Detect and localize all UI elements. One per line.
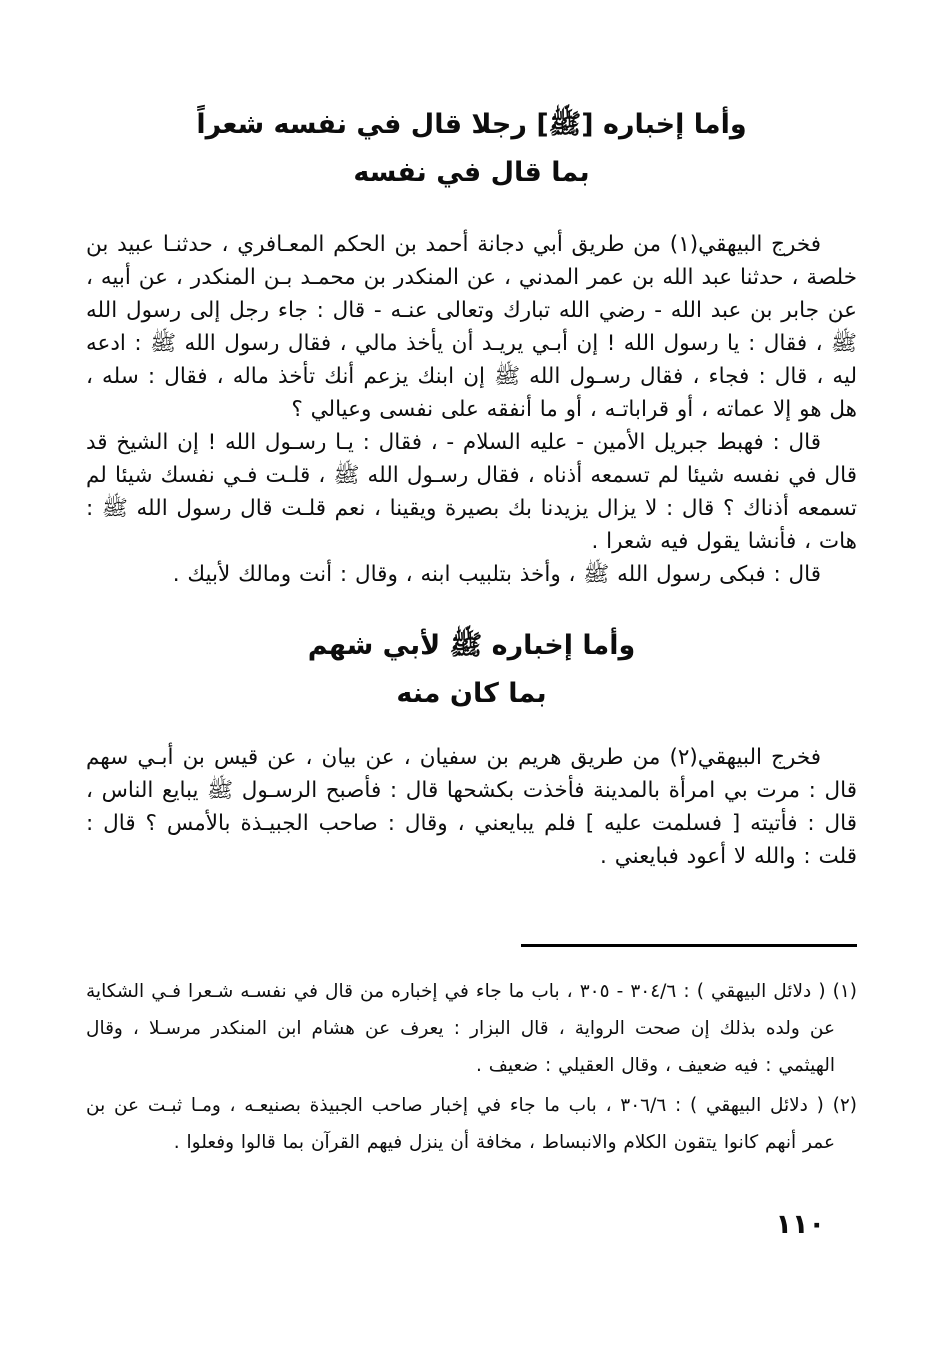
- section2-title-line2: بما كان منه: [396, 678, 547, 709]
- footnote-separator: [521, 944, 857, 947]
- footnote-area: [86, 944, 857, 1164]
- section2-title-line1: وأما إخباره ﷺ لأبي شهم: [307, 630, 636, 661]
- section1-paragraph-2: قال : فهبط جبريل الأمين - عليه السلام - ، فقال : يـا رسـول الله ! إن الشيخ قد قال في نفسه شيئا لم تسمعه أذناه ، فقال رسـول الله ﷺ ، قلـت فـي نفسك شيئا لم تسمعه أذناك ؟ قال : لا يزال يزيدنا بك بصيرة ويقينا ، نعم قلـت قال رسول الله ﷺ : هات ، فأنشا يقول فيه شعرا .: [86, 430, 857, 554]
- section1-paragraph-3: قال : فبكى رسول الله ﷺ ، وأخذ بتلبيب ابنه ، وقال : أنت ومالك لأبيك .: [172, 562, 821, 587]
- page-number: ١١٠: [775, 1209, 825, 1240]
- footnote-2: (٢) ( دلائل البيهقي ) : ٣٠٦/٦ ، باب ما جاء في إخبار صاحب الجبيذة بصنيعـه ، ومـا ثبـت عن بن عمر أنهم كانوا يتقون الكلام والانبساط ، مخافة أن ينزل فيهم القرآن بما قالوا وفعلوا .: [86, 1095, 857, 1153]
- footnote-1: (١) ( دلائل البيهقي ) : ٣٠٤/٦ - ٣٠٥ ، باب ما جاء في إخباره من قال في نفسـه شـعرا فـي الشكاية عن ولده بذلك إن صحت الرواية ، قال البزار : يعرف عن هشام ابن المنكدر مرسـلا ، وقال الهيثمي : فيه ضعيف ، وقال العقيلي : ضعيف .: [86, 981, 857, 1076]
- section1-title-line1: وأما إخباره [ﷺ] رجلا قال في نفسه شعراً: [196, 109, 747, 140]
- section1-paragraph-1: فخرج البيهقي(١) من طريق أبي دجانة أحمد بن الحكم المعـافري ، حدثنـا عبيد بن خلصة ، حدثنا عبد الله بن عمر المدني ، عن المنكدر بن محمـد بـن المنكدر ، عن أبيه ، عن جابر بن عبد الله - رضي الله تبارك وتعالى عنـه - قال : جاء رجل إلى رسول الله ﷺ ، فقال : يا رسول الله ! إن أبـي يريـد أن يأخذ مالي ، فقال رسول الله ﷺ : ادعه ليه ، قال : فجاء ، فقال رسـول الله ﷺ إن ابنك يزعم أنك تأخذ ماله ، فقال : سله ، هل هو إلا عماته ، أو قراباتـه ، أو ما أنفقه على نفسى وعيالي ؟: [86, 232, 857, 422]
- section2-paragraph-1: فخرج البيهقي(٢) من طريق هريم بن سفيان ، عن بيان ، عن قيس بن أبـي سهم قال : مرت بي امرأة بالمدينة فأخذت بكشحها قال : فأصبح الرسـول ﷺ يبايع الناس ، قال : فأتيته [ فسلمت عليه ] فلم يبايعني ، وقال : صاحب الجبيـذة بالأمس ؟ قال : قلت : والله لا أعود فبايعني .: [86, 745, 857, 869]
- section1-title-line2: بما قال في نفسه: [353, 157, 590, 188]
